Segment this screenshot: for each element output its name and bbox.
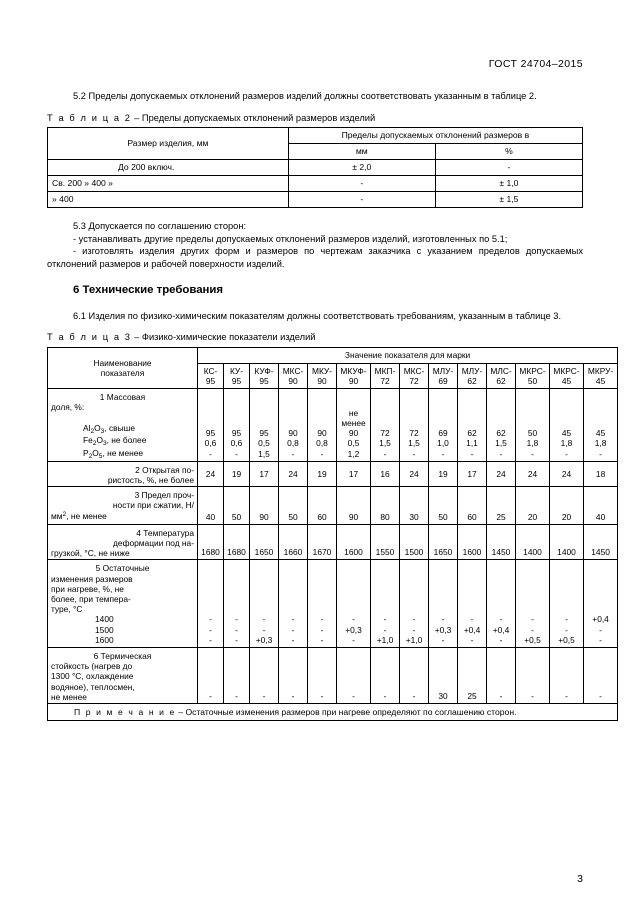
table3-header-group: Значение показателя для марки — [198, 347, 618, 363]
val-1500: - — [599, 624, 602, 635]
table3-row1-values-1 — [224, 388, 250, 461]
table3-note-text: – Остаточные изменения размеров при нагреве определяют по соглашению сторон. — [175, 707, 517, 718]
table3-mark-10 — [487, 363, 516, 388]
mark-line-1: КУ- — [229, 365, 244, 376]
val-fe2o3: 1,8 — [526, 438, 539, 449]
table3-note — [48, 704, 618, 721]
table3-row2-value-2: 17 — [250, 461, 279, 486]
val-1500: - — [235, 624, 238, 635]
val-1500: - — [412, 624, 416, 635]
val-fe2o3: 0,6 — [204, 438, 217, 449]
row2-title-line2: ристость, %, не более — [107, 474, 194, 485]
table3-row2-value-3: 24 — [279, 461, 308, 486]
row5-temp-1: 1500 — [95, 624, 114, 635]
table3-row3-value-8: 50 — [429, 487, 458, 525]
table3-row4-value-8: 1650 — [429, 524, 458, 560]
val-al2o3: 90 — [348, 428, 359, 439]
table3-row1-values-8 — [429, 388, 458, 461]
table3-row3-value-10: 25 — [487, 487, 516, 525]
val-1600: - — [470, 634, 474, 645]
val-1400: - — [531, 614, 534, 625]
table-row — [48, 160, 583, 176]
val-p2o5: - — [235, 448, 238, 459]
val-1600: - — [235, 634, 238, 645]
val-fe2o3: 0,8 — [287, 438, 299, 449]
val-1500: +0,3 — [434, 624, 452, 635]
val-p2o5: - — [209, 448, 212, 459]
table-row — [48, 176, 583, 192]
table3-row3-value-1: 50 — [224, 487, 250, 525]
table3-row1-values-6 — [371, 388, 400, 461]
val-fe2o3: 1,5 — [408, 438, 420, 449]
page-content — [47, 0, 614, 721]
table3-row4-value-9: 1600 — [458, 524, 487, 560]
row6-title-line5: не менее — [51, 691, 87, 702]
val-1400: - — [291, 614, 295, 625]
val-1600: +0,5 — [558, 634, 575, 645]
table3-row3-value-2: 90 — [250, 487, 279, 525]
table3-mark-9 — [458, 363, 487, 388]
val-al2o3: 72 — [380, 428, 390, 439]
val-1500: - — [320, 624, 324, 635]
table3-row6-value-12: - — [550, 648, 584, 704]
table3-row4-value-1: 1680 — [224, 524, 250, 560]
row4-title-line1: 4 Температура — [136, 527, 194, 538]
table3-row5-values-1 — [224, 560, 250, 648]
val-fe2o3: 1,1 — [466, 438, 478, 449]
val-p2o5: 1,5 — [258, 448, 270, 459]
table3-row2-value-1: 19 — [224, 461, 250, 486]
val-al2o3: 69 — [438, 428, 448, 439]
val-1600: - — [441, 634, 445, 645]
table-3 — [47, 347, 618, 721]
val-p2o5: - — [565, 448, 568, 459]
table3-row3-value-13: 40 — [584, 487, 618, 525]
clause-5-3-a: - устанавливать другие пределы допускаемых отклонений размеров изделий, изготовленных по 5.1; — [73, 233, 508, 244]
table-row — [48, 648, 618, 704]
table3-row5-values-0 — [198, 560, 224, 648]
val-p2o5: - — [320, 448, 324, 459]
table3-row2-value-13: 18 — [584, 461, 618, 486]
table3-row3-value-0: 40 — [198, 487, 224, 525]
table3-row3-value-12: 20 — [550, 487, 584, 525]
table3-row1-values-13 — [584, 388, 618, 461]
table-2 — [47, 127, 583, 208]
table3-note-label: П р и м е ч а н и е — [74, 707, 176, 718]
val-1600: - — [352, 634, 355, 645]
mark-line-1: МКС- — [282, 365, 304, 376]
table-row — [48, 487, 618, 525]
table3-header-name — [48, 347, 198, 388]
table2-cell-size-1: Св. 200 » 400 » — [48, 176, 289, 192]
mark-line-2: 62 — [467, 375, 477, 386]
table2-header-percent: % — [435, 144, 582, 160]
row3-title-line3: $мм^2$, не менее — [51, 510, 107, 521]
val-1400: - — [565, 614, 568, 625]
table3-row5-values-3 — [279, 560, 308, 648]
mark-line-2: 95 — [259, 375, 269, 386]
table3-row6-name — [48, 648, 198, 704]
row5-title-line1: 5 Остаточные — [95, 563, 150, 574]
row3-title-line1: 3 Предел проч- — [134, 490, 194, 501]
table3-row3-value-11: 20 — [516, 487, 550, 525]
row1-title-line1: 1 Массовая — [99, 391, 146, 402]
table3-row1-values-10 — [487, 388, 516, 461]
mark-line-1: МКП- — [374, 365, 396, 376]
val-p2o5: - — [383, 448, 387, 459]
table3-row5-values-9 — [458, 560, 487, 648]
table3-row3-value-3: 50 — [279, 487, 308, 525]
table3-row1-values-5 — [337, 388, 371, 461]
table-row — [48, 461, 618, 486]
table3-mark-12 — [550, 363, 584, 388]
val-1600: - — [499, 634, 503, 645]
val-al2o3: 45 — [561, 428, 572, 439]
table3-row6-value-10: - — [487, 648, 516, 704]
table3-row6-value-6: - — [371, 648, 400, 704]
table-row — [48, 524, 618, 560]
row5-title-line4: более, при темпера- — [51, 594, 131, 604]
val-1400: - — [320, 614, 324, 625]
val-fe2o3: 0,5 — [347, 438, 360, 449]
table3-row6-value-4: - — [308, 648, 337, 704]
val-1400: - — [209, 614, 212, 625]
section-6-title: 6 Технические требования — [73, 283, 224, 296]
row1-sub1-label: $Fe_2O_3$, не более — [83, 435, 147, 448]
table3-header-name-line1: Наименование — [93, 357, 152, 368]
table3-row6-value-1: - — [224, 648, 250, 704]
table3-row1-values-3 — [279, 388, 308, 461]
val-1500: +0,3 — [345, 624, 362, 635]
row1-sub2-label: $P_2O_5$, не менее — [83, 447, 144, 460]
val-1600: - — [291, 634, 295, 645]
row1-title-line2: доля, %: — [51, 401, 85, 412]
table2-caption — [47, 112, 583, 125]
table2-cell-percent-0: - — [435, 160, 582, 176]
row5-title-line3: при нагреве, %, не — [51, 583, 124, 594]
mark-line-1: МЛС- — [490, 365, 512, 376]
table3-row4-value-0: 1680 — [198, 524, 224, 560]
val-p2o5: - — [599, 448, 602, 459]
table2-cell-mm-1: - — [288, 176, 435, 192]
table2-cell-size-0: До 200 включ. — [48, 160, 289, 176]
table3-mark-1 — [224, 363, 250, 388]
table3-note-row — [48, 704, 618, 721]
mark-line-1: МЛУ- — [461, 365, 483, 376]
standard-header — [47, 0, 583, 70]
table3-row2-value-6: 16 — [371, 461, 400, 486]
val-1500: - — [262, 624, 266, 635]
table3-row4-value-5: 1600 — [337, 524, 371, 560]
mark-line-2: 69 — [438, 375, 448, 386]
table3-row5-values-7 — [400, 560, 429, 648]
val-1400: - — [235, 614, 238, 625]
table3-row2-value-12: 24 — [550, 461, 584, 486]
val-p2o5: 1,2 — [347, 448, 360, 459]
row6-title-line3: 1300 °С, охлаждение — [51, 671, 134, 682]
row5-title-line5: туре, °С — [51, 604, 83, 615]
clause-5-2: 5.2 Пределы допускаемых отклонений размеров изделий должны соответствовать указанным в таблице 2. — [73, 91, 537, 101]
table3-row1-values-4 — [308, 388, 337, 461]
val-1500: - — [209, 624, 212, 635]
row3-title-line2: ности при сжатии, Н/ — [112, 500, 194, 511]
mark-line-2: 72 — [409, 375, 419, 386]
table3-row2-value-11: 24 — [516, 461, 550, 486]
mark-line-2: 90 — [317, 375, 327, 386]
table3-row1-values-12 — [550, 388, 584, 461]
mark-line-1: МКРУ- — [587, 365, 614, 376]
mark-line-1: МКРС- — [519, 365, 546, 376]
table3-row3-name — [48, 487, 198, 525]
table3-row5-values-11 — [516, 560, 550, 648]
val-fe2o3: 1,5 — [379, 438, 391, 449]
row5-temp-2: 1600 — [95, 634, 114, 645]
table2-cell-percent-1: ± 1,0 — [435, 176, 582, 192]
table3-row6-value-0: - — [198, 648, 224, 704]
table3-row4-name — [48, 524, 198, 560]
table2-cell-percent-2: ± 1,5 — [435, 192, 582, 208]
table3-row4-value-10: 1450 — [487, 524, 516, 560]
val-fe2o3: 0,8 — [316, 438, 328, 449]
mkuf-note-line1: не — [348, 407, 359, 418]
table3-row4-value-6: 1550 — [371, 524, 400, 560]
val-1400: - — [383, 614, 387, 625]
table3-row2-value-5: 17 — [337, 461, 371, 486]
table3-row3-value-9: 60 — [458, 487, 487, 525]
mark-line-1: КС- — [203, 365, 218, 376]
table-row — [48, 560, 618, 648]
table2-caption-label: Т а б л и ц а 2 — [47, 112, 132, 123]
mark-line-1: МКУФ- — [340, 365, 367, 376]
table3-row4-value-3: 1660 — [279, 524, 308, 560]
val-p2o5: - — [499, 448, 503, 459]
table3-row5-values-8 — [429, 560, 458, 648]
val-p2o5: - — [531, 448, 534, 459]
val-1600: +1,0 — [405, 634, 423, 645]
table3-mark-8 — [429, 363, 458, 388]
val-1600: +0,3 — [255, 634, 273, 645]
val-al2o3: 95 — [259, 428, 269, 439]
table3-row6-value-2: - — [250, 648, 279, 704]
table3-row1-values-2 — [250, 388, 279, 461]
table3-row4-value-4: 1670 — [308, 524, 337, 560]
table3-row1-name — [48, 388, 198, 461]
table3-row5-values-12 — [550, 560, 584, 648]
val-p2o5: - — [412, 448, 416, 459]
standard-id: ГОСТ 24704–2015 — [488, 58, 583, 70]
table3-header-row-group — [48, 347, 618, 363]
val-1500: - — [291, 624, 295, 635]
table3-caption-text: – Физико-химические показатели изделий — [131, 332, 316, 343]
row6-title-line4: водяное), теплосмен, — [51, 681, 135, 692]
table2-header-mm: мм — [288, 144, 435, 160]
table3-row5-name — [48, 560, 198, 648]
val-1400: - — [499, 614, 503, 625]
table3-row2-value-7: 24 — [400, 461, 429, 486]
val-al2o3: 90 — [317, 428, 327, 439]
row6-title-line1: 6 Термическая — [93, 651, 152, 661]
mark-line-1: КУФ- — [254, 365, 274, 376]
table3-row5-values-10 — [487, 560, 516, 648]
mark-line-2: 95 — [231, 375, 242, 386]
val-fe2o3: 0,6 — [230, 438, 243, 449]
table3-row4-value-12: 1400 — [550, 524, 584, 560]
row5-temp-0: 1400 — [95, 614, 114, 625]
page-number: 3 — [577, 873, 583, 885]
mark-line-2: 45 — [561, 375, 572, 386]
table2-header-row-1 — [48, 128, 583, 144]
table3-row1-values-0 — [198, 388, 224, 461]
val-1500: - — [565, 624, 568, 635]
mark-line-2: 62 — [496, 375, 506, 386]
table3-caption — [47, 331, 583, 344]
val-1400: - — [441, 614, 445, 625]
val-1500: +0,4 — [492, 624, 510, 635]
table3-mark-7 — [400, 363, 429, 388]
mark-line-2: 45 — [595, 375, 606, 386]
val-1600: - — [209, 634, 212, 645]
table3-row2-value-9: 17 — [458, 461, 487, 486]
val-1600: - — [599, 634, 602, 645]
clause-5-3-b: - изготовлять изделия других форм и размеров по чертежам заказчика с указанием пределов допускаемых отклонений размеров и рабочей поверхности изделий. — [47, 246, 583, 269]
val-1500: - — [383, 624, 387, 635]
mark-line-2: 50 — [527, 375, 538, 386]
table3-row4-value-13: 1450 — [584, 524, 618, 560]
mark-line-2: 90 — [348, 375, 359, 386]
val-fe2o3: 1,8 — [560, 438, 573, 449]
table3-mark-4 — [308, 363, 337, 388]
table-row — [48, 192, 583, 208]
row1-sub0-label: $Al_2O_3$, свыше — [83, 423, 135, 436]
val-fe2o3: 1,5 — [495, 438, 507, 449]
table3-row6-value-8: 30 — [429, 648, 458, 704]
clause-6-1: 6.1 Изделия по физико-химическим показателям должны соответствовать требованиям, указанным в таблице 3. — [73, 310, 562, 321]
val-p2o5: - — [291, 448, 295, 459]
val-al2o3: 95 — [205, 428, 216, 439]
row4-title-line2: деформации под на- — [113, 537, 194, 548]
mark-line-1: МКС- — [403, 365, 425, 376]
table2-header-limits: Пределы допускаемых отклонений размеров в — [288, 128, 582, 144]
table3-row2-value-0: 24 — [198, 461, 224, 486]
table2-header-size: Размер изделия, мм — [48, 128, 289, 160]
table3-row1-values-9 — [458, 388, 487, 461]
table3-mark-6 — [371, 363, 400, 388]
table3-row6-value-13: - — [584, 648, 618, 704]
table-row — [48, 388, 618, 461]
table2-cell-mm-0: ± 2,0 — [288, 160, 435, 176]
table3-row2-name — [48, 461, 198, 486]
table3-row6-value-7: - — [400, 648, 429, 704]
table3-mark-3 — [279, 363, 308, 388]
table3-row4-value-7: 1500 — [400, 524, 429, 560]
table3-row3-value-7: 30 — [400, 487, 429, 525]
val-1400: - — [352, 614, 355, 625]
table2-caption-text: – Пределы допускаемых отклонений размеров изделий — [131, 112, 376, 123]
table3-row6-value-3: - — [279, 648, 308, 704]
val-al2o3: 95 — [231, 428, 242, 439]
table3-row1-values-7 — [400, 388, 429, 461]
table3-mark-13 — [584, 363, 618, 388]
table3-row4-value-2: 1650 — [250, 524, 279, 560]
table3-row5-values-13 — [584, 560, 618, 648]
val-al2o3: 45 — [595, 428, 606, 439]
mark-line-2: 72 — [380, 375, 390, 386]
table3-caption-label: Т а б л и ц а 3 — [47, 332, 132, 343]
val-1600: +0,5 — [524, 634, 541, 645]
table3-row1-values-11 — [516, 388, 550, 461]
val-fe2o3: 0,5 — [258, 438, 270, 449]
table2-cell-size-2: » 400 — [48, 192, 289, 208]
mark-line-1: МКРС- — [553, 365, 580, 376]
val-al2o3: 72 — [409, 428, 419, 439]
clause-5-3-intro: 5.3 Допускается по соглашению сторон: — [73, 221, 247, 232]
val-p2o5: - — [441, 448, 445, 459]
mark-line-1: МКУ- — [311, 365, 333, 376]
table3-row6-value-9: 25 — [458, 648, 487, 704]
val-al2o3: 90 — [288, 428, 298, 439]
row2-title-line1: 2 Открытая по- — [135, 464, 194, 475]
table3-row2-value-8: 19 — [429, 461, 458, 486]
table3-row4-value-11: 1400 — [516, 524, 550, 560]
mark-line-2: 90 — [288, 375, 298, 386]
table3-row2-value-10: 24 — [487, 461, 516, 486]
val-1500: - — [531, 624, 534, 635]
table3-row5-values-5 — [337, 560, 371, 648]
val-1400: +0,4 — [592, 614, 609, 625]
val-1600: - — [320, 634, 324, 645]
table3-mark-0 — [198, 363, 224, 388]
mark-line-2: 95 — [205, 375, 216, 386]
val-al2o3: 62 — [496, 428, 506, 439]
val-1400: - — [470, 614, 474, 625]
table3-mark-11 — [516, 363, 550, 388]
val-1400: - — [412, 614, 416, 625]
table3-row3-value-4: 60 — [308, 487, 337, 525]
table3-mark-5 — [337, 363, 371, 388]
table3-row5-values-6 — [371, 560, 400, 648]
val-1400: - — [262, 614, 266, 625]
table3-mark-2 — [250, 363, 279, 388]
val-1500: +0,4 — [463, 624, 481, 635]
table3-row6-value-5: - — [337, 648, 371, 704]
table3-row2-value-4: 19 — [308, 461, 337, 486]
table3-header-name-line2: показателя — [100, 367, 145, 378]
row4-title-line3: грузкой, °С, не ниже — [51, 548, 130, 559]
table3-row6-value-11: - — [516, 648, 550, 704]
mkuf-note-line2: менее — [341, 417, 366, 428]
val-fe2o3: 1,0 — [437, 438, 449, 449]
val-p2o5: - — [470, 448, 474, 459]
mark-line-1: МЛУ- — [432, 365, 454, 376]
row6-title-line2: стойкость (нагрев до — [51, 661, 133, 672]
table2-cell-mm-2: - — [288, 192, 435, 208]
table3-row3-value-6: 80 — [371, 487, 400, 525]
table3-row5-values-2 — [250, 560, 279, 648]
table3-row3-value-5: 90 — [337, 487, 371, 525]
table3-row5-values-4 — [308, 560, 337, 648]
val-al2o3: 62 — [467, 428, 477, 439]
val-al2o3: 50 — [527, 428, 538, 439]
val-fe2o3: 1,8 — [594, 438, 607, 449]
row5-title-line2: изменения размеров — [51, 573, 133, 584]
val-1600: +1,0 — [376, 634, 394, 645]
